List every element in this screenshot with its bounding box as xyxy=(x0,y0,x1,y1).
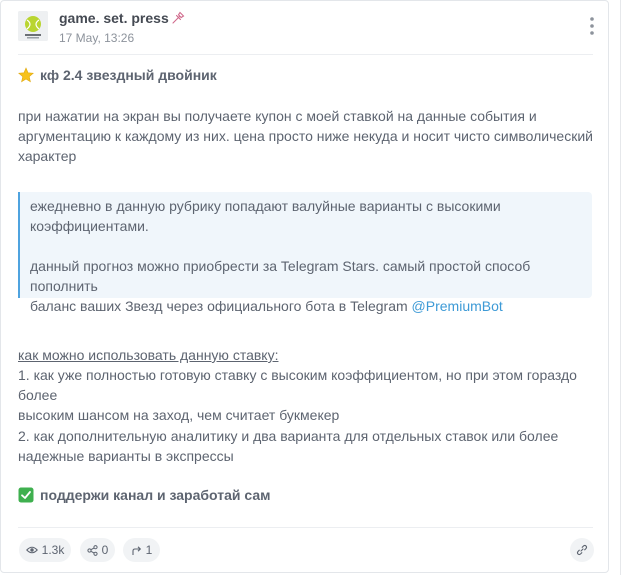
header-divider xyxy=(18,54,593,55)
quote-line: данный прогноз можно приобрести за Telegram Stars. самый простой способ пополнить xyxy=(30,258,531,294)
forwards-count: 1 xyxy=(145,543,153,557)
views-counter[interactable] xyxy=(19,538,71,562)
link-icon xyxy=(576,544,588,556)
usage-section xyxy=(18,345,598,425)
quote-line-text: баланс ваших Звезд через официального бота в Telegram xyxy=(30,298,412,314)
usage-item-2 xyxy=(18,426,598,466)
more-vertical-icon[interactable] xyxy=(585,16,599,36)
channel-name[interactable]: game. set. press xyxy=(59,10,169,26)
star-icon xyxy=(18,67,34,83)
post-title: кф 2.4 звездный двойник xyxy=(40,67,217,83)
usage-heading: как можно использовать данную ставку: xyxy=(18,347,279,363)
shares-counter[interactable] xyxy=(80,538,115,562)
intro-line: характер xyxy=(18,148,77,164)
cta-text: поддержи канал и заработай сам xyxy=(40,487,271,503)
footer-divider xyxy=(18,527,593,528)
shares-count: 0 xyxy=(101,543,109,557)
share-icon xyxy=(87,545,98,556)
check-mark-button-icon xyxy=(18,487,34,503)
quote-line-with-link xyxy=(30,296,582,316)
avatar[interactable] xyxy=(18,11,48,41)
post-title-row xyxy=(18,67,217,83)
pin-icon xyxy=(171,11,185,25)
eye-icon xyxy=(26,545,38,555)
scroll-divider xyxy=(620,0,621,575)
usage-item-line: 2. как дополнительную аналитику и два варианта для отдельных ставок или более xyxy=(18,428,559,444)
tennis-ball-logo-icon xyxy=(18,11,48,41)
post-date: 17 May, 13:26 xyxy=(59,31,135,45)
intro-line: аргументацию к каждому из них. цена просто ниже некуда и носит чисто символический xyxy=(18,128,593,144)
premium-bot-link[interactable]: @PremiumBot xyxy=(411,298,503,314)
intro-paragraph xyxy=(18,106,598,166)
intro-line: при нажатии на экран вы получаете купон с моей ставкой на данные события и xyxy=(18,108,537,124)
blockquote xyxy=(18,192,592,314)
cta-row xyxy=(18,487,270,503)
quote-line: коэффициентами. xyxy=(30,218,149,234)
forwards-counter[interactable] xyxy=(123,538,160,562)
copy-link-button[interactable] xyxy=(570,538,594,562)
views-count: 1.3k xyxy=(41,543,65,557)
usage-item-line: надежные варианты в экспрессы xyxy=(18,448,234,464)
quote-line: ежедневно в данную рубрику попадают валуйные варианты с высокими xyxy=(30,198,501,214)
usage-item-line: высоким шансом на заход, чем считает букмекер xyxy=(18,407,340,423)
forward-arrow-icon xyxy=(131,545,142,556)
usage-item-line: 1. как уже полностью готовую ставку с высоким коэффициентом, но при этом гораздо более xyxy=(18,367,577,403)
